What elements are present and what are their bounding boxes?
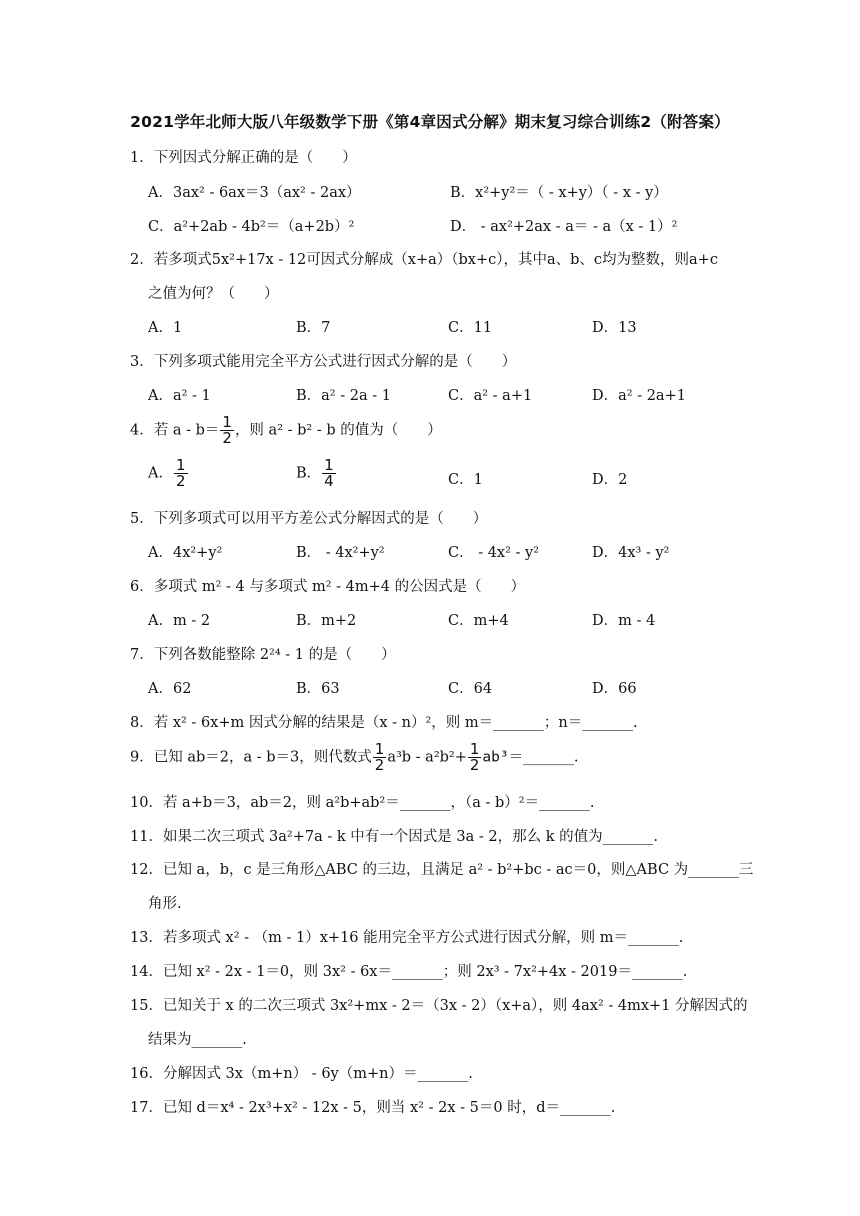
- question-9-pre: 9．已知 ab＝2，a - b＝3，则代数式: [130, 749, 372, 766]
- question-12-line1: 12．已知 a，b，c 是三角形△ABC 的三边，且满足 a² - b²+bc - ac＝0，则△ABC 为_______三: [130, 862, 754, 878]
- question-7-option-d: D．66: [592, 681, 637, 697]
- question-15-line2: 结果为_______.: [148, 1032, 247, 1048]
- question-7-option-a: A．62: [148, 681, 192, 697]
- question-12-line2: 角形.: [148, 896, 182, 912]
- question-17: 17．已知 d＝x⁴ - 2x³+x² - 12x - 5，则当 x² - 2x - 5＝0 时，d＝_______.: [130, 1100, 616, 1116]
- question-6-option-b: B．m+2: [296, 613, 357, 629]
- question-2-option-d: D．13: [592, 320, 637, 336]
- question-7-stem: 7．下列各数能整除 2²⁴ - 1 的是（ ）: [130, 647, 396, 663]
- question-4-stem-pre: 4．若 a - b＝: [130, 422, 220, 439]
- option-a-fraction: [174, 458, 188, 489]
- question-9-fraction-2: [468, 742, 482, 773]
- question-6-option-c: C．m+4: [448, 613, 509, 629]
- question-7-option-c: C．64: [448, 681, 493, 697]
- question-6-stem: 6．多项式 m² - 4 与多项式 m² - 4m+4 的公因式是（ ）: [130, 579, 526, 595]
- question-9-mid: a³b - a²b²+: [387, 749, 467, 766]
- fraction-denominator: 2: [175, 472, 186, 490]
- option-label: A．: [148, 465, 173, 482]
- question-5-option-c: C． - 4x² - y²: [448, 545, 540, 561]
- question-2-option-a: A．1: [148, 320, 183, 336]
- question-4-option-c: C．1: [448, 472, 483, 488]
- question-2-option-b: B．7: [296, 320, 331, 336]
- question-5-option-a: A．4x²+y²: [148, 545, 223, 561]
- question-3-option-a: A．a² - 1: [148, 388, 211, 404]
- question-5-stem: 5．下列多项式可以用平方差公式分解因式的是（ ）: [130, 511, 488, 527]
- fraction-denominator: 4: [324, 472, 334, 490]
- question-4-stem-post: ，则 a² - b² - b 的值为（ ）: [234, 422, 442, 439]
- question-2-option-c: C．11: [448, 320, 493, 336]
- question-8: 8．若 x² - 6x+m 因式分解的结果是（x - n）²，则 m＝_______；n＝_______.: [130, 715, 638, 731]
- question-6-option-a: A．m - 2: [148, 613, 211, 629]
- question-4-option-b: [296, 458, 337, 489]
- fraction-denominator: 2: [222, 429, 232, 447]
- question-4-option-d: D．2: [592, 472, 628, 488]
- question-9-ab3: ab³: [482, 749, 509, 766]
- fraction-numerator: 1: [374, 740, 385, 758]
- question-1-option-d: D． - ax²+2ax - a＝ - a（x - 1）²: [450, 219, 678, 235]
- question-4-option-a: [148, 458, 189, 489]
- question-15-line1: 15．已知关于 x 的二次三项式 3x²+mx - 2＝（3x - 2）（x+a），则 4ax² - 4mx+1 分解因式的: [130, 998, 748, 1014]
- fraction-numerator: 1: [222, 413, 232, 431]
- question-1-option-c: C．a²+2ab - 4b²＝（a+2b）²: [148, 219, 355, 235]
- option-label: B．: [296, 465, 322, 482]
- question-4-stem: [130, 415, 442, 446]
- question-11: 11．如果二次三项式 3a²+7a - k 中有一个因式是 3a - 2，那么 k 的值为_______.: [130, 829, 658, 845]
- question-7-option-b: B．63: [296, 681, 340, 697]
- question-14: 14．已知 x² - 2x - 1＝0，则 3x² - 6x＝_______；则 2x³ - 7x²+4x - 2019＝_______.: [130, 964, 688, 980]
- fraction-numerator: 1: [469, 740, 480, 758]
- question-2-stem-line1: 2．若多项式5x²+17x - 12可因式分解成（x+a）（bx+c），其中a、b、c均为整数，则a+c: [130, 252, 718, 268]
- question-2-stem-line2: 之值为何？（ ）: [148, 286, 279, 302]
- question-13: 13．若多项式 x² - （m - 1）x+16 能用完全平方公式进行因式分解，则 m＝_______.: [130, 930, 684, 946]
- question-9-fraction-1: [373, 742, 387, 773]
- question-1-stem: 1．下列因式分解正确的是（ ）: [130, 150, 357, 166]
- question-16: 16．分解因式 3x（m+n） - 6y（m+n）＝_______.: [130, 1066, 473, 1082]
- question-3-stem: 3．下列多项式能用完全平方公式进行因式分解的是（ ）: [130, 354, 517, 370]
- question-4-fraction: [220, 415, 234, 446]
- question-3-option-b: B．a² - 2a - 1: [296, 388, 391, 404]
- fraction-denominator: 2: [374, 756, 385, 774]
- question-6-option-d: D．m - 4: [592, 613, 656, 629]
- question-5-option-d: D．4x³ - y²: [592, 545, 670, 561]
- document-title: 2021学年北师大版八年级数学下册《第4章因式分解》期末复习综合训练2（附答案）: [130, 113, 730, 131]
- question-9: [130, 742, 578, 773]
- fraction-numerator: 1: [324, 456, 334, 474]
- question-1-option-a: A．3ax² - 6ax＝3（ax² - 2ax）: [148, 185, 361, 201]
- fraction-denominator: 2: [469, 756, 480, 774]
- option-b-fraction: [322, 458, 336, 489]
- fraction-numerator: 1: [175, 456, 186, 474]
- question-1-option-b: B．x²+y²＝（ - x+y）（ - x - y）: [450, 185, 668, 201]
- question-5-option-b: B． - 4x²+y²: [296, 545, 385, 561]
- question-10: 10．若 a+b＝3，ab＝2，则 a²b+ab²＝_______，（a - b）²＝_______.: [130, 795, 595, 811]
- question-9-post: ＝_______.: [508, 749, 579, 766]
- question-3-option-d: D．a² - 2a+1: [592, 388, 686, 404]
- question-3-option-c: C．a² - a+1: [448, 388, 533, 404]
